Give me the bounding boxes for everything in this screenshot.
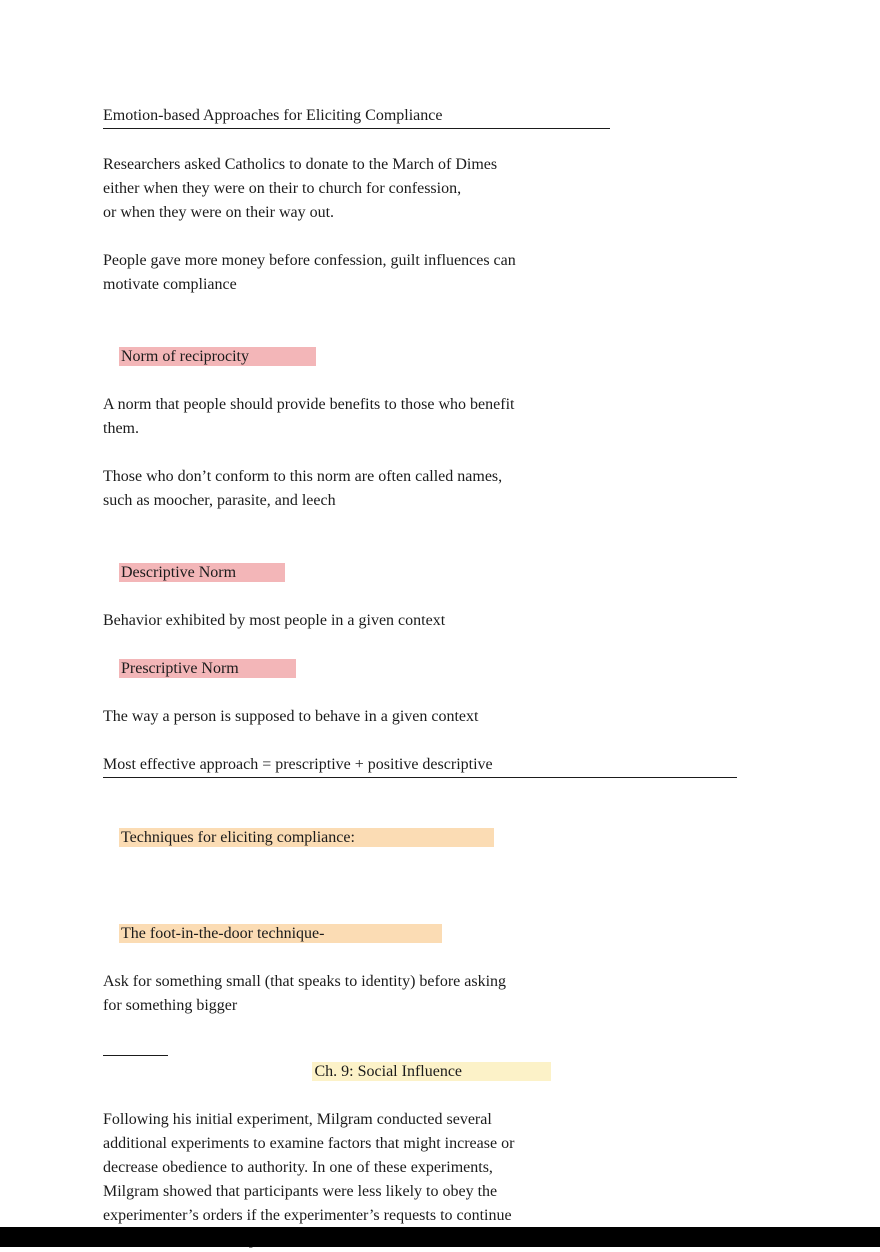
foot-in-door-description: [103, 970, 840, 1018]
definition-descriptive: Behavior exhibited by most people in a given context: [103, 612, 446, 629]
paragraph-line: either when they were on their to church for confession,: [103, 180, 462, 197]
paragraph-line: such as moocher, parasite, and leech: [103, 492, 336, 509]
highlighted-term-prescriptive: Prescriptive Norm: [119, 659, 296, 678]
term-line-descriptive: [103, 537, 840, 609]
definition-line: A norm that people should provide benefits to those who benefit: [103, 396, 515, 413]
paragraph-line: or when they were on their way out.: [103, 204, 335, 221]
techniques-heading-line: [103, 802, 840, 874]
paragraph-line: Following his initial experiment, Milgram conducted several: [103, 1111, 492, 1128]
bottom-bar: [0, 1227, 880, 1247]
paragraph-line: People gave more money before confession, guilt influences can: [103, 252, 516, 269]
highlighted-chapter-heading: Ch. 9: Social Influence: [312, 1062, 551, 1081]
paragraph-line: for something bigger: [103, 997, 238, 1014]
paragraph-line: Researchers asked Catholics to donate to the March of Dimes: [103, 156, 498, 173]
foot-in-door-title-line: [103, 898, 840, 970]
highlighted-foot-in-door-title: The foot-in-the-door technique-: [119, 924, 442, 943]
term-line-prescriptive: [103, 633, 840, 705]
effective-approach-heading: Most effective approach = prescriptive + positive descriptive: [103, 753, 737, 778]
definition-reciprocity: [103, 393, 840, 441]
highlighted-term-descriptive: Descriptive Norm: [119, 563, 285, 582]
paragraph-line: Ask for something small (that speaks to identity) before asking: [103, 973, 507, 990]
paragraph-line: motivate compliance: [103, 276, 237, 293]
definition-prescriptive: The way a person is supposed to behave in a given context: [103, 708, 479, 725]
section-heading: Emotion-based Approaches for Eliciting Compliance: [103, 104, 610, 129]
horizontal-rule: [103, 1042, 168, 1056]
highlighted-term-reciprocity: Norm of reciprocity: [119, 347, 316, 366]
paragraph-line: Milgram showed that participants were less likely to obey the: [103, 1183, 498, 1200]
paragraph-line: experimenter’s orders if the experimenter’s requests to continue: [103, 1207, 512, 1224]
paragraph-line: Those who don’t conform to this norm are often called names,: [103, 468, 503, 485]
definition-line: them.: [103, 420, 139, 437]
chapter-heading-line: [103, 1060, 759, 1084]
highlighted-techniques-heading: Techniques for eliciting compliance:: [119, 828, 494, 847]
paragraph-line: decrease obedience to authority. In one of these experiments,: [103, 1159, 493, 1176]
paragraph-conform: [103, 465, 840, 513]
paragraph-donate: [103, 153, 840, 225]
paragraph-line: additional experiments to examine factors that might increase or: [103, 1135, 515, 1152]
paragraph-guilt: [103, 249, 840, 297]
term-line-reciprocity: [103, 321, 840, 393]
